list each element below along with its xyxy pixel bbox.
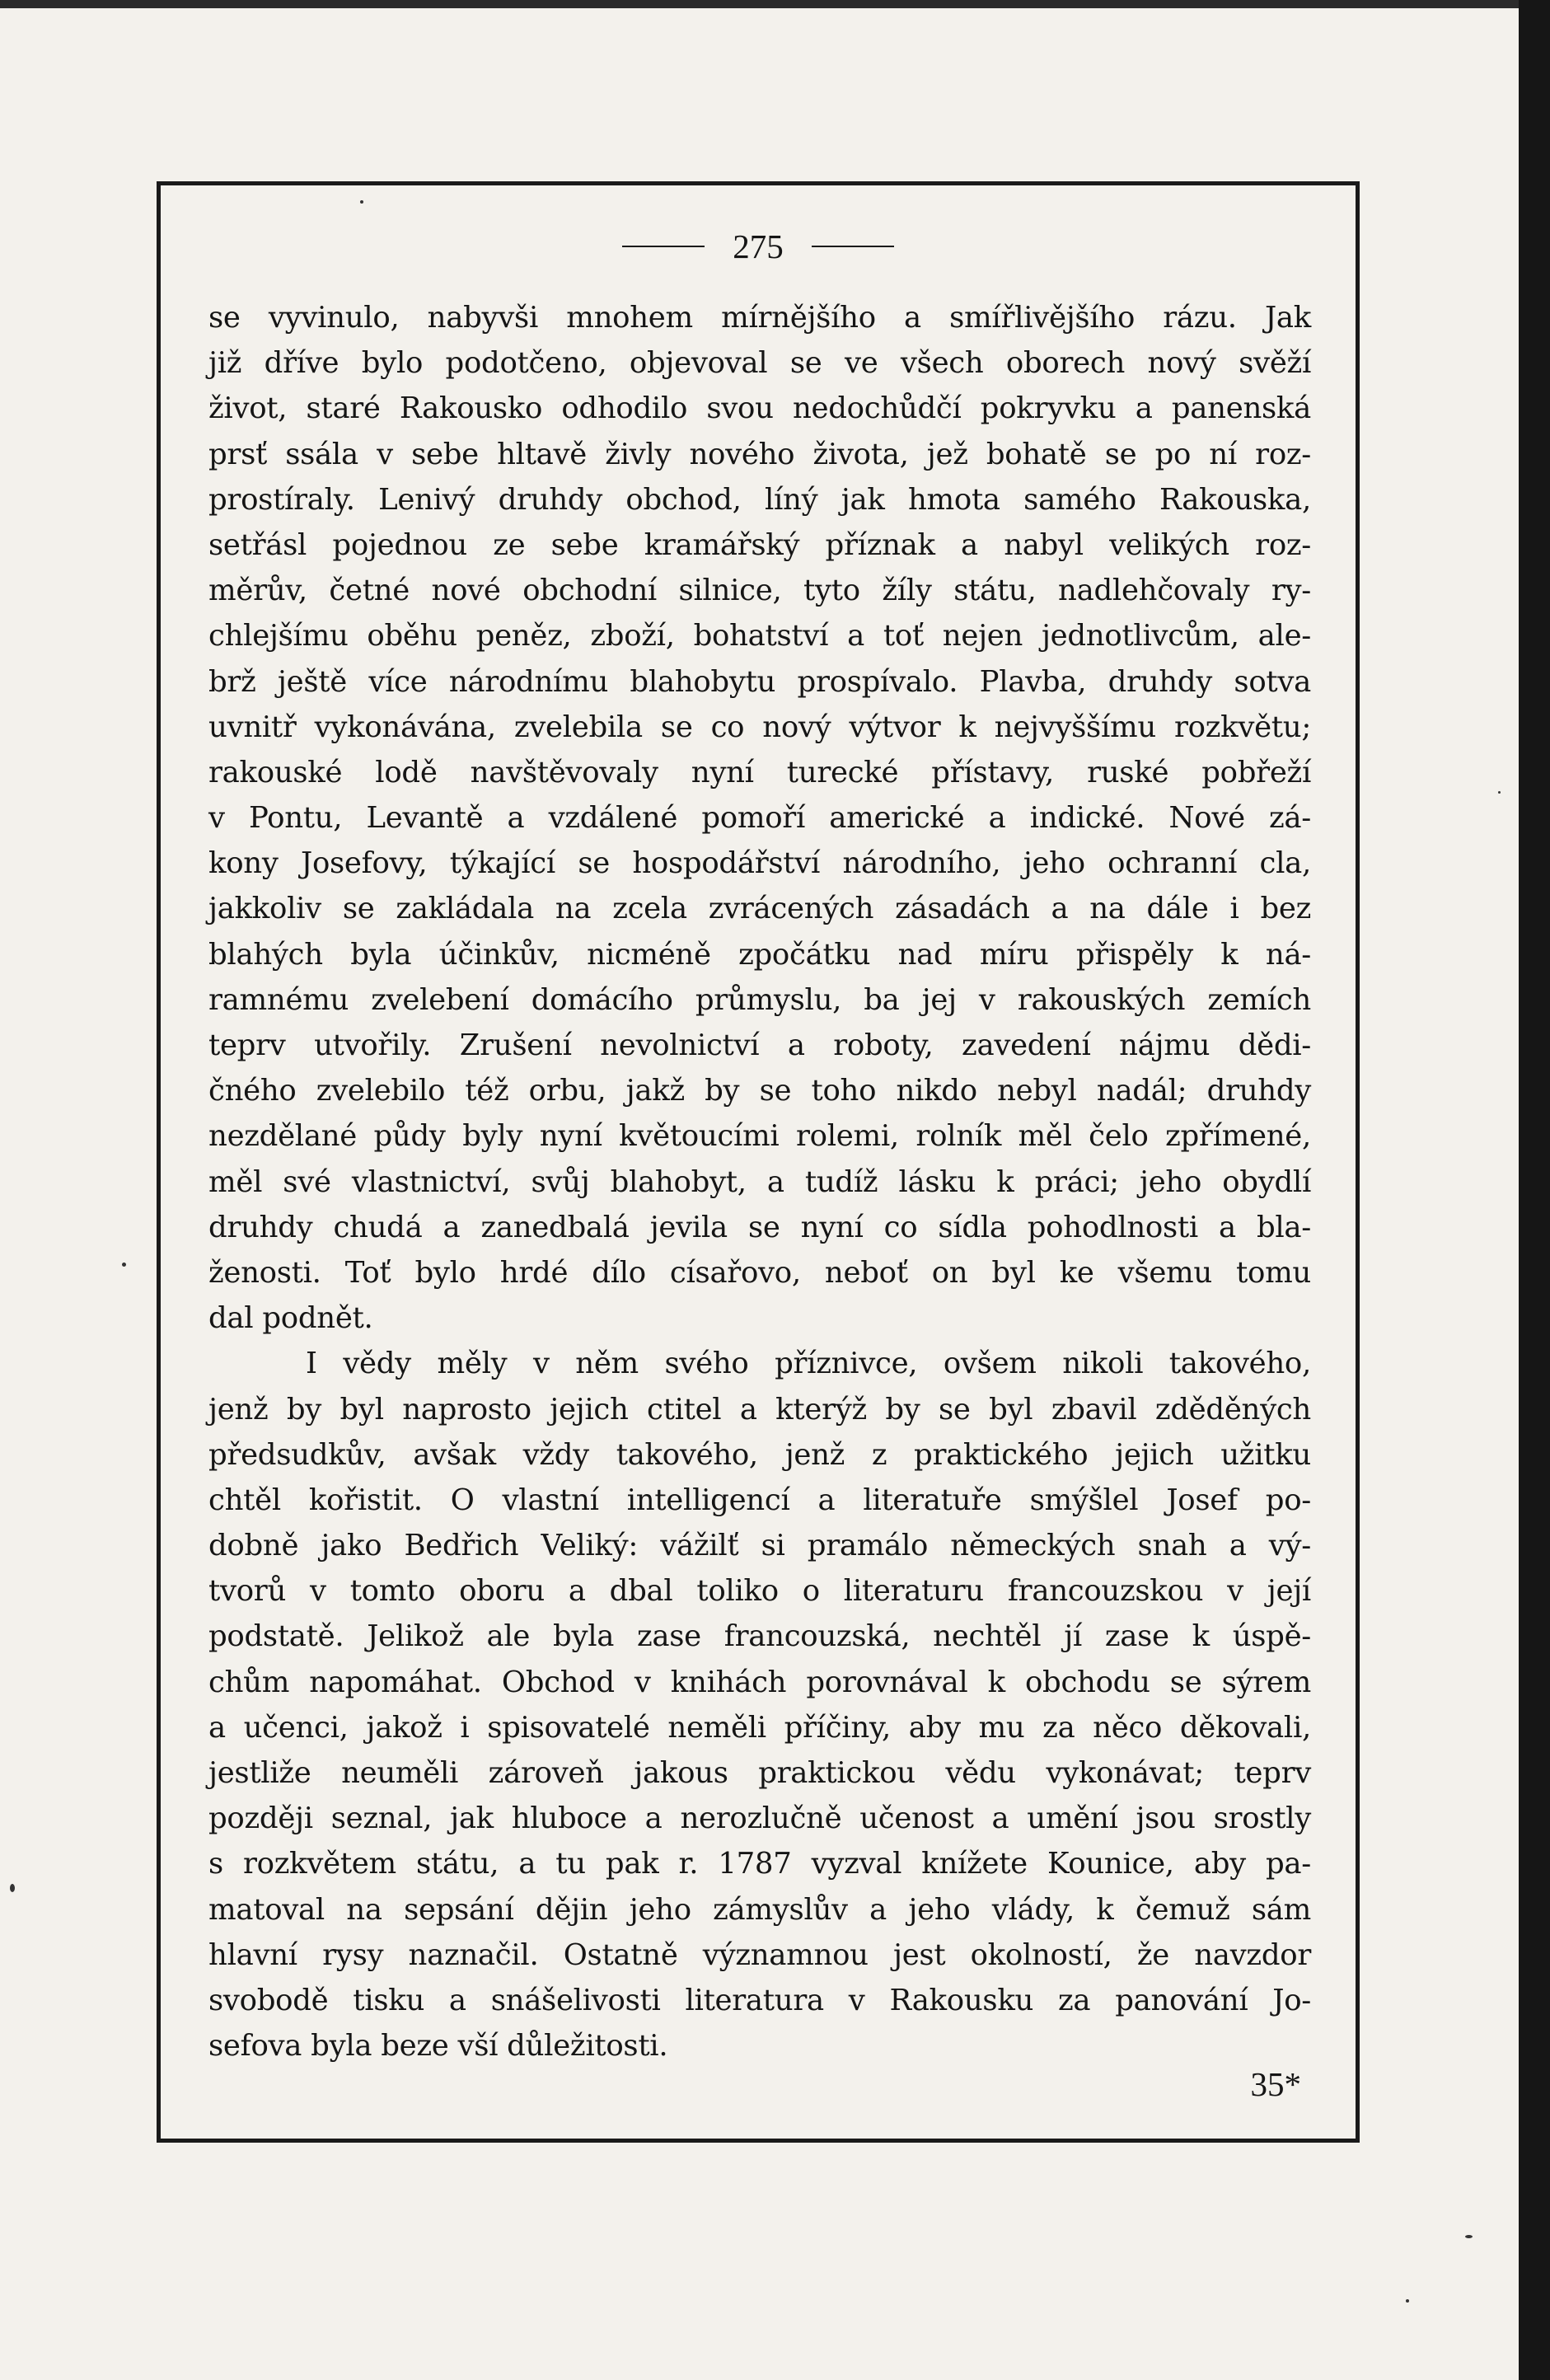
scan-right-edge <box>1519 0 1550 2380</box>
text-line: blahých byla účinkův, nicméně zpočátku nad míru přispěly k ná- <box>208 937 1311 972</box>
text-line: svobodě tisku a snášelivosti literatura v Rakousku za panování Jo- <box>208 1983 1311 2017</box>
text-line: jestliže neuměli zároveň jakous praktickou vědu vykonávat; teprv <box>208 1756 1311 1790</box>
text-line: měrův, četné nové obchodní silnice, tyto žíly státu, nadlehčovaly ry- <box>208 574 1311 608</box>
text-line: později seznal, jak hluboce a nerozlučně učenost a umění jsou srostly <box>208 1801 1311 1836</box>
text-line: tvorů v tomto oboru a dbal toliko o literaturu francouzskou v její <box>208 1574 1311 1609</box>
text-line: hlavní rysy naznačil. Ostatně významnou jest okolností, že navzdor <box>208 1937 1311 1972</box>
text-line: již dříve bylo podotčeno, objevoval se ve všech oborech nový svěží <box>208 346 1311 381</box>
text-line: v Pontu, Levantě a vzdálené pomoří americké a indické. Nové zá- <box>208 801 1311 836</box>
text-line: dal podnět. <box>208 1301 373 1336</box>
text-line: chlejšímu oběhu peněz, zboží, bohatství a toť nejen jednotlivcům, ale- <box>208 619 1311 654</box>
text-line: matoval na sepsání dějin jeho zámyslův a jeho vlády, k čemuž sám <box>208 1892 1311 1927</box>
header-rule-right <box>812 246 894 247</box>
text-line: teprv utvořily. Zrušení nevolnictví a roboty, zavedení nájmu dědi- <box>208 1028 1311 1062</box>
paragraph <box>208 295 1311 1341</box>
paragraph <box>208 1341 1311 2068</box>
text-line: chům napomáhat. Obchod v knihách porovnával k obchodu se sýrem <box>208 1665 1311 1699</box>
text-line: dobně jako Bedřich Veliký: vážilť si pramálo německých snah a vý- <box>208 1529 1311 1563</box>
text-line: chtěl kořistit. O vlastní intelligencí a literatuře smýšlel Josef po- <box>208 1483 1311 1517</box>
text-line: I vědy měly v něm svého příznivce, ovšem nikoli takového, <box>306 1347 1311 1381</box>
text-line: ramnému zvelebení domácího průmyslu, ba jej v rakouských zemích <box>208 982 1311 1017</box>
text-line: kony Josefovy, týkající se hospodářství národního, jeho ochranní cla, <box>208 846 1311 881</box>
text-line: setřásl pojednou ze sebe kramářský příznak a nabyl velikých roz- <box>208 527 1311 562</box>
scan-top-edge <box>0 0 1550 8</box>
text-line: jakkoliv se zakládala na zcela zvrácených zásadách a na dále i bez <box>208 892 1311 926</box>
text-line: nezdělané půdy byly nyní květoucími rolemi, rolník měl čelo zpřímené, <box>208 1119 1311 1154</box>
page-frame <box>157 181 1360 2143</box>
text-line: ženosti. Toť bylo hrdé dílo císařovo, neboť on byl ke všemu tomu <box>208 1255 1311 1290</box>
scan-speck <box>122 1263 126 1267</box>
text-line: čného zvelebilo též orbu, jakž by se toho nikdo nebyl nadál; druhdy <box>208 1074 1311 1108</box>
text-line: život, staré Rakousko odhodilo svou nedochůdčí pokryvku a panenská <box>208 391 1311 426</box>
text-line: se vyvinulo, nabyvši mnohem mírnějšího a smířlivějšího rázu. Jak <box>208 301 1311 335</box>
text-line: druhdy chudá a zanedbalá jevila se nyní co sídla pohodlnosti a bla- <box>208 1210 1311 1244</box>
text-line: sefova byla beze vší důležitosti. <box>208 2029 668 2064</box>
header-rule-left <box>622 246 705 247</box>
page-number: 275 <box>733 227 784 265</box>
text-line: rakouské lodě navštěvovaly nyní turecké přístavy, ruské pobřeží <box>208 755 1311 789</box>
text-line: prostíraly. Lenivý druhdy obchod, líný jak hmota samého Rakouska, <box>208 482 1311 517</box>
page-header <box>161 228 1356 265</box>
text-line: a učenci, jakož i spisovatelé neměli příčiny, aby mu za něco děkovali, <box>208 1710 1311 1745</box>
text-line: s rozkvětem státu, a tu pak r. 1787 vyzval knížete Kounice, aby pa- <box>208 1847 1311 1881</box>
text-line: prsť ssála v sebe hltavě živly nového života, jež bohatě se po ní roz- <box>208 437 1311 471</box>
text-line: předsudkův, avšak vždy takového, jenž z praktického jejich užitku <box>208 1437 1311 1472</box>
scan-speck <box>1406 2299 1409 2303</box>
scan-speck <box>10 1884 15 1892</box>
body-text <box>208 295 1311 2068</box>
scan-speck <box>1498 791 1501 794</box>
text-line: brž ještě více národnímu blahobytu prospívalo. Plavba, druhdy sotva <box>208 664 1311 699</box>
text-line: měl své vlastnictví, svůj blahobyt, a tudíž lásku k práci; jeho obydlí <box>208 1164 1311 1199</box>
text-line: podstatě. Jelikož ale byla zase francouzská, nechtěl jí zase k úspě- <box>208 1619 1311 1654</box>
scan-speck <box>1465 2235 1473 2238</box>
text-line: jenž by byl naprosto jejich ctitel a kterýž by se byl zbavil zděděných <box>208 1392 1311 1427</box>
signature-mark: 35* <box>1250 2065 1301 2103</box>
text-line: uvnitř vykonávána, zvelebila se co nový výtvor k nejvyššímu rozkvětu; <box>208 710 1311 744</box>
